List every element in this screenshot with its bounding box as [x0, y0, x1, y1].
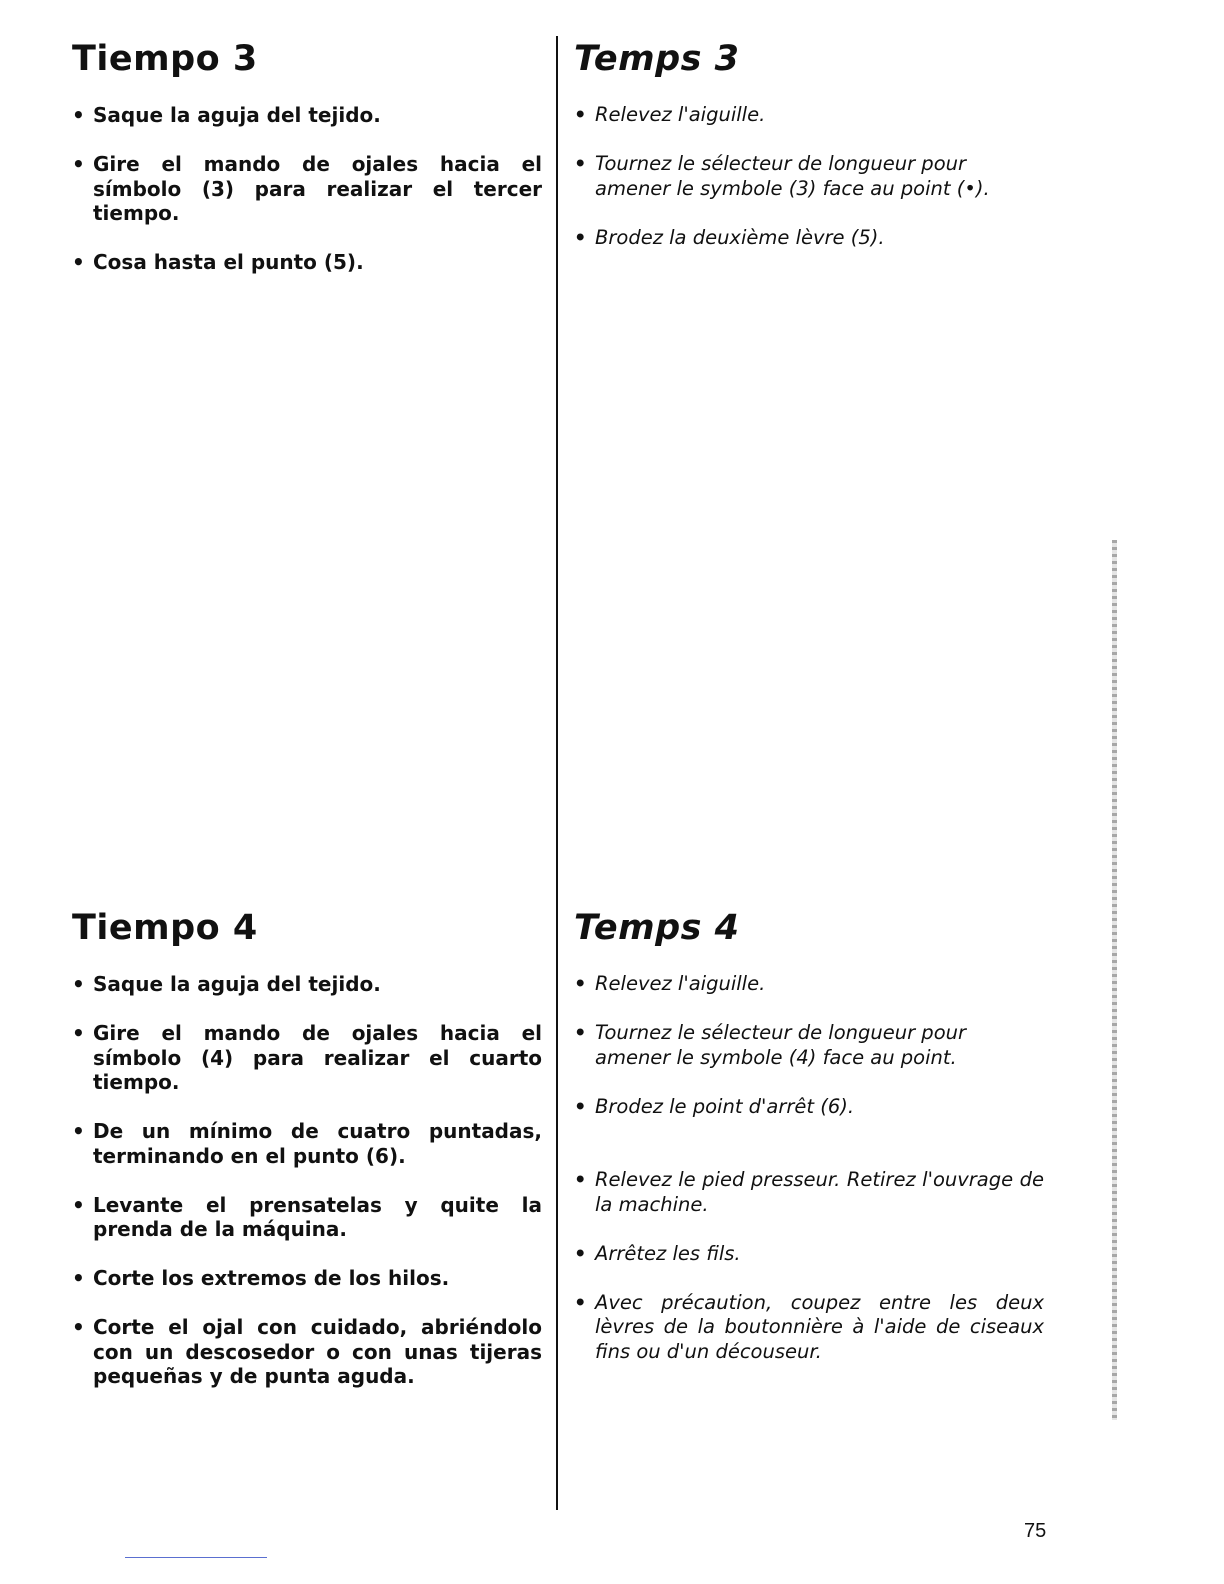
column-divider — [556, 36, 558, 1510]
bullet-icon: • — [574, 1168, 587, 1191]
spanish-step4-title: Tiempo 4 — [72, 908, 258, 948]
list-item: • Arrêtez les fils. — [574, 1241, 741, 1265]
list-item: • Gire el mando de ojales hacia el símbolo (3) para realizar el tercer tiempo. — [72, 152, 542, 225]
spanish-column — [72, 0, 542, 1584]
list-item: • Saque la aguja del tejido. — [72, 103, 381, 127]
french-step4-title: Temps 4 — [574, 908, 740, 948]
bullet-icon: • — [574, 1241, 587, 1265]
spanish-step4-list — [72, 972, 542, 1413]
bullet-icon: • — [574, 1021, 587, 1044]
list-item: • Corte el ojal con cuidado, abriéndolo con un descosedor o con unas tijeras pequeñas y de punta aguda. — [72, 1315, 542, 1388]
bullet-icon: • — [574, 1094, 587, 1118]
french-step4-section — [574, 908, 1044, 948]
bullet-icon: • — [574, 152, 587, 175]
list-item: • Relevez le pied presseur. Retirez l'ouvrage de la machine. — [574, 1168, 1044, 1216]
spanish-step3-section — [72, 39, 542, 79]
spanish-step3-title: Tiempo 3 — [72, 39, 258, 79]
bullet-icon: • — [72, 152, 85, 176]
list-item: • Tournez le sélecteur de longueur pour amener le symbole (3) face au point (•). — [574, 152, 990, 200]
bullet-icon: • — [72, 1119, 85, 1143]
list-item: • Gire el mando de ojales hacia el símbolo (4) para realizar el cuarto tiempo. — [72, 1021, 542, 1094]
bullet-icon: • — [72, 250, 85, 274]
list-item: • Relevez l'aiguille. — [574, 103, 766, 126]
bullet-icon: • — [574, 1290, 587, 1314]
bullet-icon: • — [574, 103, 587, 126]
bullet-icon: • — [574, 972, 587, 995]
bullet-icon: • — [72, 1315, 85, 1339]
list-item: • De un mínimo de cuatro puntadas, terminando en el punto (6). — [72, 1119, 542, 1168]
bullet-icon: • — [72, 103, 85, 127]
list-item: • Saque la aguja del tejido. — [72, 972, 381, 996]
footer-rule — [125, 1557, 267, 1558]
list-item: • Brodez la deuxième lèvre (5). — [574, 225, 885, 249]
french-column — [574, 0, 1047, 1584]
bullet-icon: • — [72, 1021, 85, 1045]
list-item: • Cosa hasta el punto (5). — [72, 250, 364, 274]
spanish-step3-list — [72, 103, 542, 299]
bullet-icon: • — [72, 1266, 85, 1290]
list-item: • Levante el prensatelas y quite la prenda de la máquina. — [72, 1192, 542, 1241]
list-item: • Brodez le point d'arrêt (6). — [574, 1094, 855, 1118]
bullet-icon: • — [574, 225, 587, 249]
french-step3-list — [574, 103, 1044, 275]
french-step3-section — [574, 39, 1044, 79]
page-number: 75 — [1024, 1520, 1047, 1542]
spanish-step4-section — [72, 908, 542, 948]
list-item: • Avec précaution, coupez entre les deux lèvres de la boutonnière à l'aide de ciseaux fins ou d'un découseur. — [574, 1290, 1044, 1363]
french-step3-title: Temps 3 — [574, 39, 740, 79]
list-item: • Tournez le sélecteur de longueur pour amener le symbole (4) face au point. — [574, 1021, 966, 1069]
bullet-icon: • — [72, 1192, 85, 1217]
list-item: • Relevez l'aiguille. — [574, 972, 766, 995]
scan-edge-strip — [1112, 540, 1117, 1420]
bullet-icon: • — [72, 972, 85, 996]
list-item: • Corte los extremos de los hilos. — [72, 1266, 450, 1290]
french-step4-list — [574, 972, 1044, 1389]
